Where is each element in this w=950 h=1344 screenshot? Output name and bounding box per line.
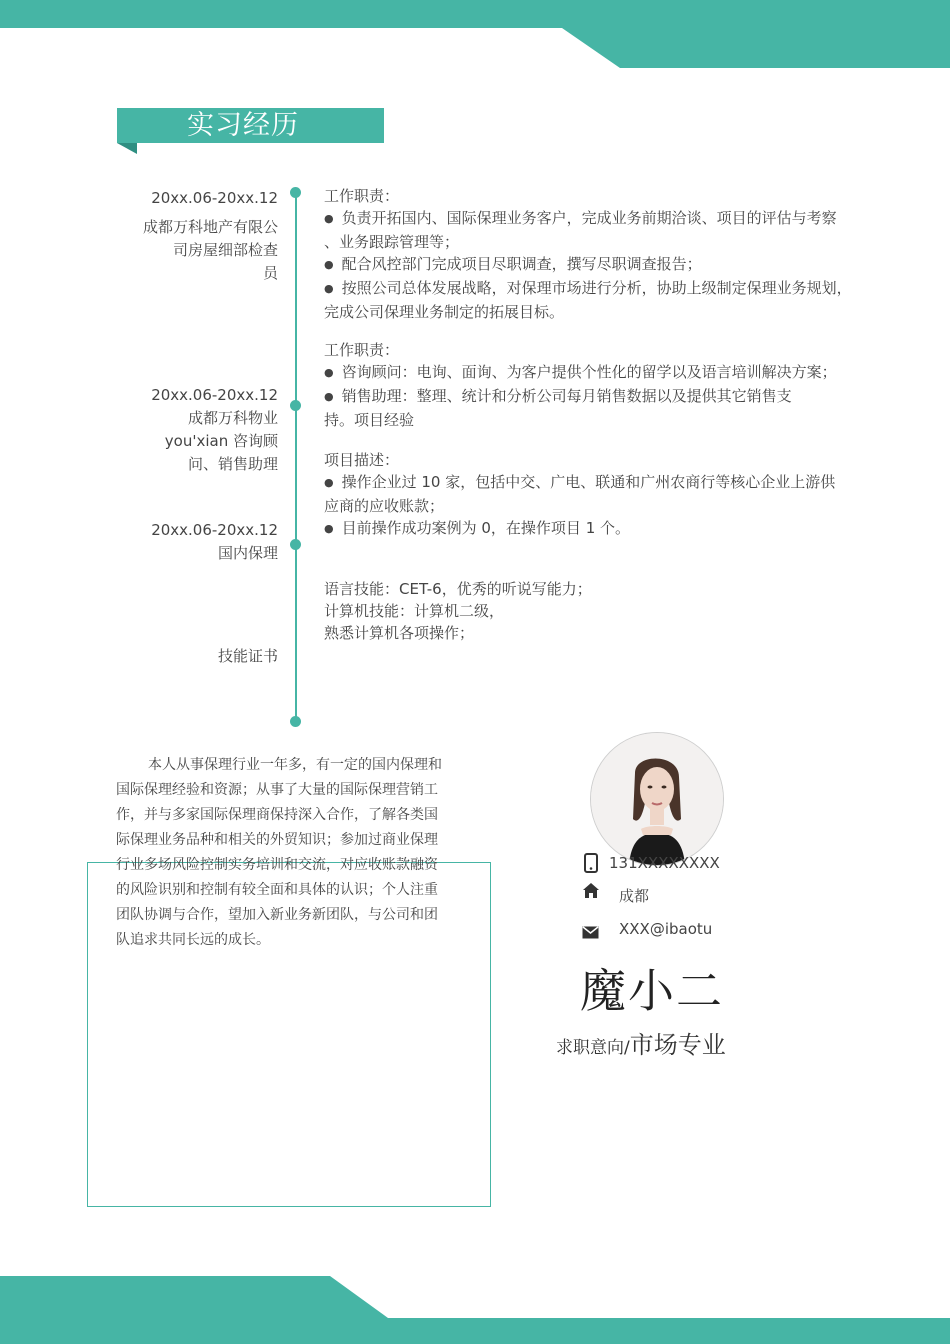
entry-heading: 项目描述： [324, 451, 400, 469]
entry-org: 司房屋细部检查 [172, 241, 278, 259]
timeline-entry-meta [151, 384, 278, 476]
job-intention [556, 1025, 726, 1060]
entry-bullet: ● 负责开拓国内、国际保理业务客户，完成业务前期洽谈、项目的评估与考察 [324, 207, 874, 231]
entry-org: you'xian 咨询顾 [164, 432, 278, 450]
skill-line: 熟悉计算机各项操作； [324, 624, 475, 642]
entry-org: 国内保理 [217, 544, 278, 562]
entry-bullet-cont: 、业务跟踪管理等； [324, 233, 460, 251]
top-accent-band [0, 0, 950, 68]
contact-phone: 131XXXXXXXX [609, 854, 720, 872]
avatar-illustration [591, 733, 723, 865]
skill-line: 语言技能：CET-6，优秀的听说写能力； [324, 580, 592, 598]
entry-label: 技能证书 [217, 647, 278, 665]
entry-org: 问、销售助理 [187, 455, 278, 473]
candidate-name: 魔小二 [580, 964, 724, 1018]
contact-city: 成都 [619, 887, 650, 905]
entry-bullet: ● 操作企业过 10 家，包括中交、广电、联通和广州农商行等核心企业上游供 [324, 471, 874, 495]
timeline-entry-meta [151, 519, 278, 565]
timeline-entry-meta [218, 645, 278, 668]
bottom-accent-band [0, 1276, 950, 1344]
entry-heading: 工作职责： [324, 341, 400, 359]
job-intention-value: 市场专业 [629, 1031, 726, 1059]
entry-heading: 工作职责： [324, 187, 400, 205]
about-text: 本人从事保理行业一年多，有一定的国内保理和国际保理经验和资源；从事了大量的国际保理营销工作，并与多家国际保理商保持深入合作，了解各类国际保理业务品种和相关的外贸知识；参加过商业保理行业多场风险控制实务培训和交流，对应收账款融资的风险识别和控制有较全面和具体的认识；个人注重团队协调与合作，望加入新业务新团队，与公司和团队追求共同长远的成长。 [116, 757, 442, 948]
timeline-dot [290, 539, 301, 550]
entry-date: 20xx.06-20xx.12 [151, 386, 278, 404]
phone-icon [584, 853, 598, 877]
timeline-dot [290, 187, 301, 198]
entry-bullet: ● 咨询顾问：电询、面询、为客户提供个性化的留学以及语言培训解决方案； [324, 361, 874, 385]
timeline-entry-content [324, 185, 874, 323]
avatar [590, 732, 724, 866]
section-title-fold [117, 143, 137, 154]
timeline-dot [290, 400, 301, 411]
entry-bullet-cont: 完成公司保理业务制定的拓展目标。 [324, 303, 565, 321]
entry-bullet: ● 配合风控部门完成项目尽职调查，撰写尽职调查报告； [324, 253, 874, 277]
entry-date: 20xx.06-20xx.12 [151, 521, 278, 539]
timeline-entry-content [324, 449, 874, 541]
skill-line: 计算机技能：计算机二级， [324, 602, 505, 620]
entry-bullet: ● 按照公司总体发展战略，对保理市场进行分析，协助上级制定保理业务规划， [324, 277, 874, 301]
job-intention-label: 求职意向/ [556, 1038, 630, 1058]
timeline-entry-meta [143, 187, 278, 285]
entry-date: 20xx.06-20xx.12 [151, 189, 278, 207]
mail-icon [582, 924, 599, 943]
contact-email: XXX@ibaotu [619, 920, 713, 938]
skills-content [324, 578, 874, 644]
entry-org: 成都万科地产有限公 [142, 218, 278, 236]
entry-org: 成都万科物业 [187, 409, 278, 427]
entry-org: 员 [262, 264, 278, 282]
entry-bullet-cont: 应商的应收账款； [324, 497, 445, 515]
home-icon [582, 882, 600, 903]
entry-bullet: ● 目前操作成功案例为 0，在操作项目 1 个。 [324, 517, 874, 541]
section-title-text: 实习经历 [187, 110, 299, 141]
entry-bullet-cont: 持。项目经验 [324, 411, 415, 429]
timeline-line [295, 192, 297, 722]
timeline-dot [290, 716, 301, 727]
section-title [117, 108, 384, 143]
timeline-entry-content [324, 339, 874, 431]
entry-bullet: ● 销售助理：整理、统计和分析公司每月销售数据以及提供其它销售支 [324, 385, 874, 409]
